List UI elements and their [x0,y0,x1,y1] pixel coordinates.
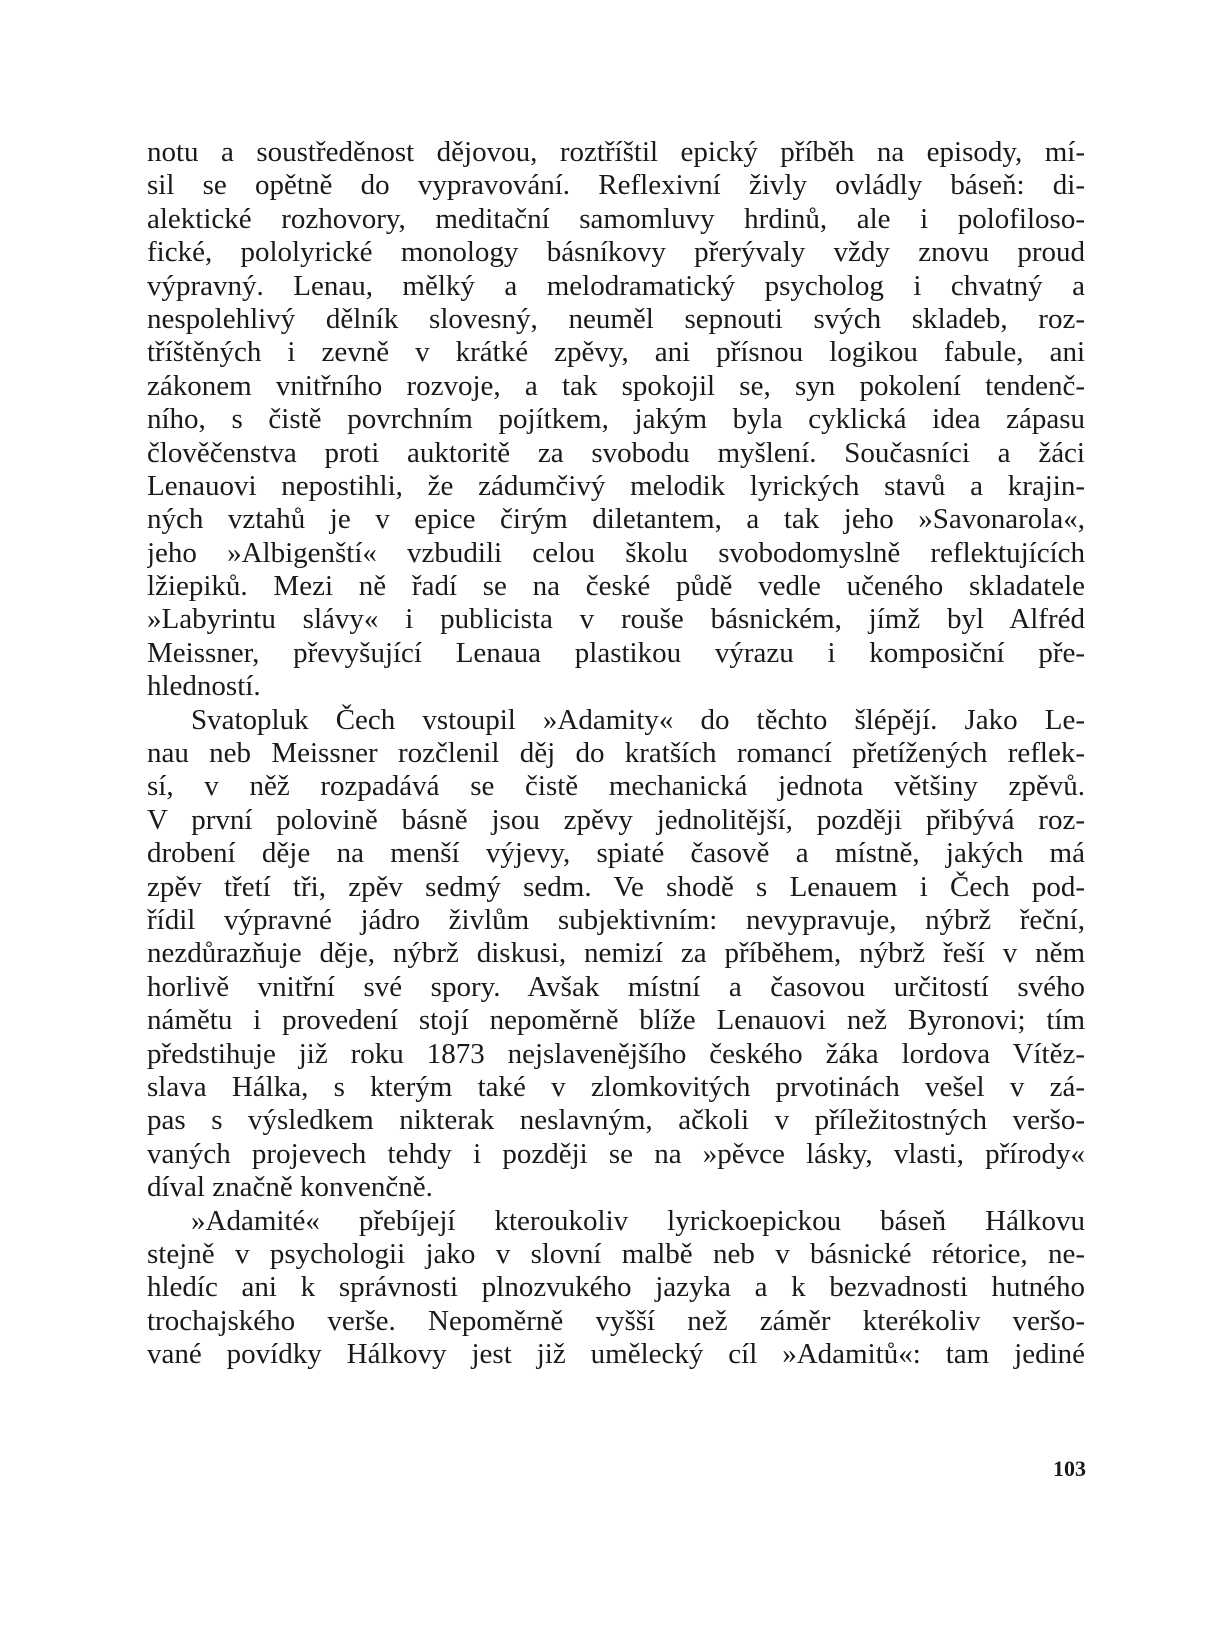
text-line: Svatopluk Čech vstoupil »Adamity« do těchto šlépějí. Jako Le- [191,703,1085,736]
text-line: alektické rozhovory, meditační samomluvy hrdinů, ale i polofiloso- [147,202,1085,235]
text-line: sí, v něž rozpadává se čistě mechanická jednota většiny zpěvů. [147,770,1085,803]
text-line: nespolehlivý dělník slovesný, neuměl sepnouti svých skladeb, roz- [147,302,1085,335]
text-line: notu a soustředěnost dějovou, roztříštil epický příběh na episody, mí- [147,136,1085,168]
text-line: »Adamité« přebíjejí kteroukoliv lyrickoepickou báseň Hálkovu [191,1204,1085,1237]
text-line: jeho »Albigenští« vzbudili celou školu svobodomyslně reflektujících [147,536,1085,569]
text-line: lžiepiků. Mezi ně řadí se na české půdě vedle učeného skladatele [147,570,1085,603]
text-line: ního, s čistě povrchním pojítkem, jakým byla cyklická idea zápasu [147,403,1085,436]
text-line: slava Hálka, s kterým také v zlomkovitých prvotinách vešel v zá- [147,1070,1085,1103]
text-line: Meissner, převyšující Lenaua plastikou výrazu i komposiční pře- [147,636,1085,669]
body-text [147,136,1085,1371]
text-line: fické, pololyrické monology básníkovy přerývaly vždy znovu proud [147,236,1085,269]
text-line: sil se opětně do vypravování. Reflexivní živly ovládly báseň: di- [147,169,1085,202]
text-line: trochajského verše. Nepoměrně vyšší než záměr kterékoliv veršo- [147,1304,1085,1337]
text-line: předstihuje již roku 1873 nejslavenějšího českého žáka lordova Vítěz- [147,1037,1085,1070]
text-line: zákonem vnitřního rozvoje, a tak spokojil se, syn pokolení tendenč- [147,369,1085,402]
text-line: vaných projevech tehdy i později se na »pěvce lásky, vlasti, přírody« [147,1137,1085,1170]
text-line: díval značně konvenčně. [147,1171,433,1204]
text-line: V první polovině básně jsou zpěvy jednolitější, později přibývá roz- [147,803,1085,836]
text-line: drobení děje na menší výjevy, spiaté časově a místně, jakých má [147,837,1085,870]
text-line: vané povídky Hálkovy jest již umělecký cíl »Adamitů«: tam jediné [147,1338,1085,1371]
text-line: člověčenstva proti auktoritě za svobodu myšlení. Současníci a žáci [147,436,1085,469]
text-line: Lenauovi nepostihli, že zádumčivý melodik lyrických stavů a krajin- [147,469,1085,502]
text-line: horlivě vnitřní své spory. Avšak místní a časovou určitostí svého [147,970,1085,1003]
text-line: řídil výpravné jádro živlům subjektivním: nevypravuje, nýbrž řeční, [147,903,1085,936]
text-line: námětu i provedení stojí nepoměrně blíže Lenauovi než Byronovi; tím [147,1004,1085,1037]
text-line: pas s výsledkem nikterak neslavným, ačkoli v příležitostných veršo- [147,1104,1085,1137]
text-line: »Labyrintu slávy« i publicista v rouše básnickém, jímž byl Alfréd [147,603,1085,636]
text-line: výpravný. Lenau, mělký a melodramatický psycholog i chvatný a [147,269,1085,302]
text-line: stejně v psychologii jako v slovní malbě neb v básnické rétorice, ne- [147,1237,1085,1270]
text-line: hledností. [147,670,261,703]
page-number: 103 [1053,1456,1086,1481]
text-line: zpěv třetí tři, zpěv sedmý sedm. Ve shodě s Lenauem i Čech pod- [147,870,1085,903]
text-line: hledíc ani k správnosti plnozvukého jazyka a k bezvadnosti hutného [147,1271,1085,1304]
text-line: tříštěných i zevně v krátké zpěvy, ani přísnou logikou fabule, ani [147,336,1085,369]
text-line: nezdůrazňuje děje, nýbrž diskusi, nemizí za příběhem, nýbrž řeší v něm [147,937,1085,970]
text-line: nau neb Meissner rozčlenil děj do kratších romancí přetížených reflek- [147,737,1085,770]
text-line: ných vztahů je v epice čirým diletantem, a tak jeho »Savonarola«, [147,503,1085,536]
